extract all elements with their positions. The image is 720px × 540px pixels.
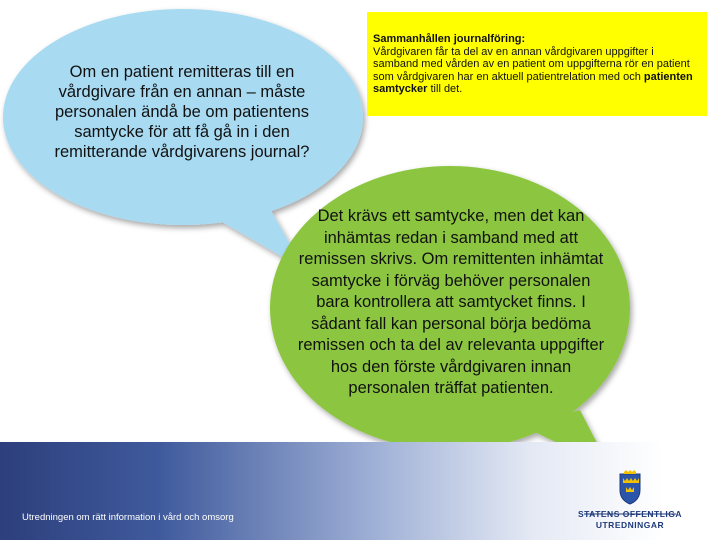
logo-text-line2: UTREDNINGAR (595, 520, 665, 530)
info-box (367, 12, 707, 116)
question-text: Om en patient remitteras till en vårdgivare från en annan – måste personalen ändå be om patientens samtycke för att få gå in i den remitterande vårdgivarens journal? (54, 63, 310, 161)
info-box-body-emphasis: patienten samtycker (373, 70, 693, 95)
info-box-body-part2: till det. (427, 83, 463, 95)
answer-text: Det krävs ett samtycke, men det kan inhämtas redan i samband med att remissen skrivs. Om remittenten inhämtat samtycke i förväg behöver personalen bara kontrollera att samtycket finns. I sådant fall kan personal börja bedöma remissen och ta del av relevanta uppgifter hos den förste vårdgivaren innan personalen träffat patienten. (297, 207, 605, 397)
info-box-title: Sammanhållen journalföring: (373, 33, 526, 45)
logo-text-line1: STATENS OFFENTLIGA (577, 509, 683, 519)
footer-caption: Utredningen om rätt information i vård och omsorg (22, 512, 234, 523)
info-box-body-part1: Vårdgivaren får ta del av en annan vårdgivaren uppgifter i samband med vården av en patient om uppgifterna rör en patient som vårdgivaren har en aktuell patientrelation med och (373, 45, 690, 83)
info-box-body (373, 46, 701, 96)
